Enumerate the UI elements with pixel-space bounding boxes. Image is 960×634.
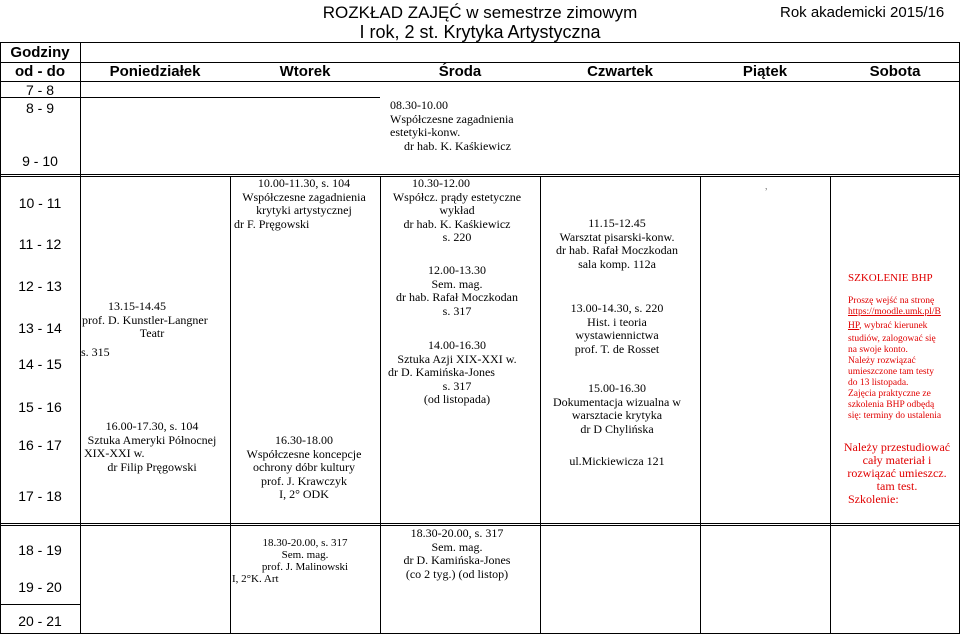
class-teacher: dr hab. Rafał Moczkodan (556, 243, 678, 257)
class-subject: Sztuka Azji XIX-XXI w. (397, 351, 517, 366)
class-group: I, 2° ODK (279, 487, 329, 501)
tuesday-class-seminar (232, 537, 370, 585)
hour-label: 14 - 15 (18, 356, 62, 372)
class-teacher: dr hab. Rafał Moczkodan (396, 290, 518, 304)
class-time: 08.30-10.00 (390, 98, 448, 112)
wednesday-class-estetyka (390, 99, 550, 153)
class-room: s. 317 (442, 378, 472, 393)
monday-class-room: s. 315 (81, 345, 110, 359)
class-teacher: prof. J. Malinowski (261, 561, 349, 573)
wednesday-class-azja (382, 339, 532, 407)
class-subject: Warsztat pisarski-konw. (559, 229, 675, 244)
class-subject: Współczesne zagadnienia (242, 189, 366, 204)
bhp-big-line: cały materiał i (862, 453, 932, 467)
class-teacher: dr F. Pręgowski (234, 216, 310, 231)
bhp-big-line: tam test. (876, 479, 918, 493)
rule (80, 42, 81, 634)
class-time: 16.30-18.00 (275, 433, 333, 447)
academic-year: Rok akademicki 2015/16 (780, 4, 945, 21)
class-time: 18.30-20.00, s. 317 (262, 537, 348, 549)
hour-label: 7 - 8 (25, 82, 54, 98)
class-subject-cont: estetyki-konw. (390, 125, 461, 139)
class-subject-cont: wystawiennictwa (575, 328, 659, 342)
bhp-big-line: rozwiązać umieszcz. (847, 466, 947, 480)
bhp-instruction (834, 441, 960, 506)
bhp-big-line: Należy przestudiować (843, 440, 951, 454)
class-note: (od listopada) (423, 392, 491, 406)
bhp-hp-rest: , wybrać kierunek (859, 321, 928, 331)
class-subject: Sem. mag. (431, 276, 483, 291)
hour-label: 8 - 9 (25, 100, 54, 116)
class-subject: Sem. mag. (281, 549, 329, 561)
class-time: 13.15-14.45 (108, 299, 166, 313)
class-time: 11.15-12.45 (588, 216, 646, 230)
class-subject-cont: warsztacie krytyka (571, 408, 663, 422)
class-time: 16.00-17.30, s. 104 (105, 419, 199, 433)
bhp-line: się: terminy do ustalenia (848, 411, 942, 421)
class-time: 10.00-11.30, s. 104 (257, 176, 351, 190)
class-subject: Współczesne zagadnienia (390, 111, 514, 126)
header-wednesday: Środa (438, 63, 482, 80)
bhp-big-line: Szkolenie: (848, 492, 899, 506)
class-time: 14.00-16.30 (428, 338, 486, 352)
rule (0, 42, 960, 43)
class-subject-cont: krytyki artystycznej (256, 203, 352, 217)
rule (700, 176, 701, 634)
hour-label: 20 - 21 (18, 613, 62, 629)
hour-label: 16 - 17 (18, 437, 62, 453)
rule (830, 176, 831, 634)
class-group: I, 2°K. Art (232, 573, 279, 585)
hour-label: 17 - 18 (18, 488, 62, 504)
bhp-line: umieszczone tam testy (848, 367, 934, 377)
class-subject-cont: XIX-XXI w. (84, 446, 145, 460)
rule (540, 176, 541, 634)
bhp-line: Proszę wejść na stronę (848, 296, 935, 306)
thursday-address: ul.Mickiewicza 121 (569, 454, 665, 468)
class-teacher: prof. D. Kunstler-Langner (82, 312, 208, 327)
class-teacher: dr hab. K. Kaśkiewicz (404, 138, 511, 153)
monday-class-ameryka (82, 420, 222, 474)
bhp-hp (848, 318, 960, 334)
wednesday-class-seminar (382, 264, 532, 318)
hour-label: 13 - 14 (18, 320, 62, 336)
bhp-hp-link[interactable]: HP (848, 321, 860, 331)
class-teacher: dr hab. K. Kaśkiewicz (403, 216, 511, 231)
header-tuesday: Wtorek (279, 63, 331, 80)
rule (0, 174, 960, 175)
class-teacher: prof. T. de Rosset (574, 341, 660, 356)
rule (0, 604, 80, 605)
hour-label: 15 - 16 (18, 399, 62, 415)
header-thursday: Czwartek (587, 63, 653, 80)
thursday-class-dokumentacja (542, 382, 692, 436)
class-subject: Dokumentacja wizualna w (553, 394, 681, 409)
bhp-title: SZKOLENIE BHP (848, 272, 933, 284)
monday-class-teatr (82, 299, 208, 341)
header-saturday: Sobota (869, 63, 921, 80)
hour-label: 11 - 12 (18, 236, 62, 252)
class-time: 18.30-20.00, s. 317 (410, 526, 504, 540)
rule (0, 81, 960, 82)
class-time: 15.00-16.30 (588, 381, 646, 395)
class-subject: Współczesne koncepcje (246, 446, 362, 461)
hour-label: 18 - 19 (18, 542, 62, 558)
class-subject: Sem. mag. (431, 539, 483, 554)
class-time: 10.30-12.00 (412, 176, 470, 190)
hour-label: 12 - 13 (18, 278, 62, 294)
class-subject: Teatr (139, 326, 165, 340)
bhp-line: Zajęcia praktyczne ze (848, 389, 931, 399)
page-subtitle: I rok, 2 st. Krytyka Artystyczna (359, 22, 601, 42)
tuesday-class-krytyka (234, 177, 374, 231)
wednesday-class-prady (382, 177, 532, 245)
hour-label: 19 - 20 (18, 579, 62, 595)
class-subject: Hist. i teoria (587, 314, 647, 329)
thursday-class-wystawiennictwo (542, 302, 692, 356)
rule (0, 62, 960, 63)
saturday-mark: , (765, 181, 768, 192)
header-friday: Piątek (742, 63, 788, 80)
class-room: s. 317 (442, 303, 472, 318)
header-od-do: od - do (15, 63, 65, 80)
bhp-line: studiów, zalogować się (848, 334, 936, 344)
header-godziny: Godziny (10, 44, 70, 61)
class-teacher: dr D Chylińska (580, 421, 654, 436)
bhp-link[interactable]: https://moodle.umk.pl/B (848, 307, 941, 317)
class-time: 13.00-14.30, s. 220 (570, 301, 664, 315)
class-note: (co 2 tyg.) (od listop) (405, 566, 509, 581)
bhp-notice (848, 272, 960, 422)
class-room: s. 220 (442, 230, 472, 244)
wednesday-class-evening (384, 527, 530, 581)
page-title: ROZKŁAD ZAJĘĆ w semestrze zimowym (322, 3, 638, 22)
class-subject: Sztuka Ameryki Północnej (87, 432, 217, 447)
class-teacher: dr Filip Pręgowski (107, 459, 197, 474)
rule (0, 523, 960, 524)
class-teacher: dr D. Kamińska-Jones (403, 553, 511, 567)
header-monday: Poniedziałek (109, 63, 201, 80)
thursday-class-warsztat (542, 217, 692, 271)
class-time: 12.00-13.30 (428, 263, 486, 277)
hour-label: 10 - 11 (18, 195, 62, 211)
bhp-line: do 13 listopada. (848, 378, 909, 388)
class-teacher: prof. J. Krawczyk (261, 473, 347, 488)
rule (230, 176, 231, 634)
class-type: wykład (439, 203, 475, 217)
tuesday-class-koncepcje (234, 434, 374, 502)
bhp-line: Należy rozwiązać (848, 356, 916, 366)
hour-label: 9 - 10 (22, 153, 58, 169)
rule (380, 176, 381, 634)
class-room: sala komp. 112a (578, 256, 656, 271)
class-teacher: dr D. Kamińska-Jones (388, 365, 495, 379)
class-subject-cont: ochrony dóbr kultury (253, 460, 355, 474)
class-subject: Współcz. prądy estetyczne (392, 189, 522, 204)
bhp-line: na swoje konto. (848, 345, 908, 355)
bhp-line: szkolenia BHP odbędą (848, 400, 935, 410)
